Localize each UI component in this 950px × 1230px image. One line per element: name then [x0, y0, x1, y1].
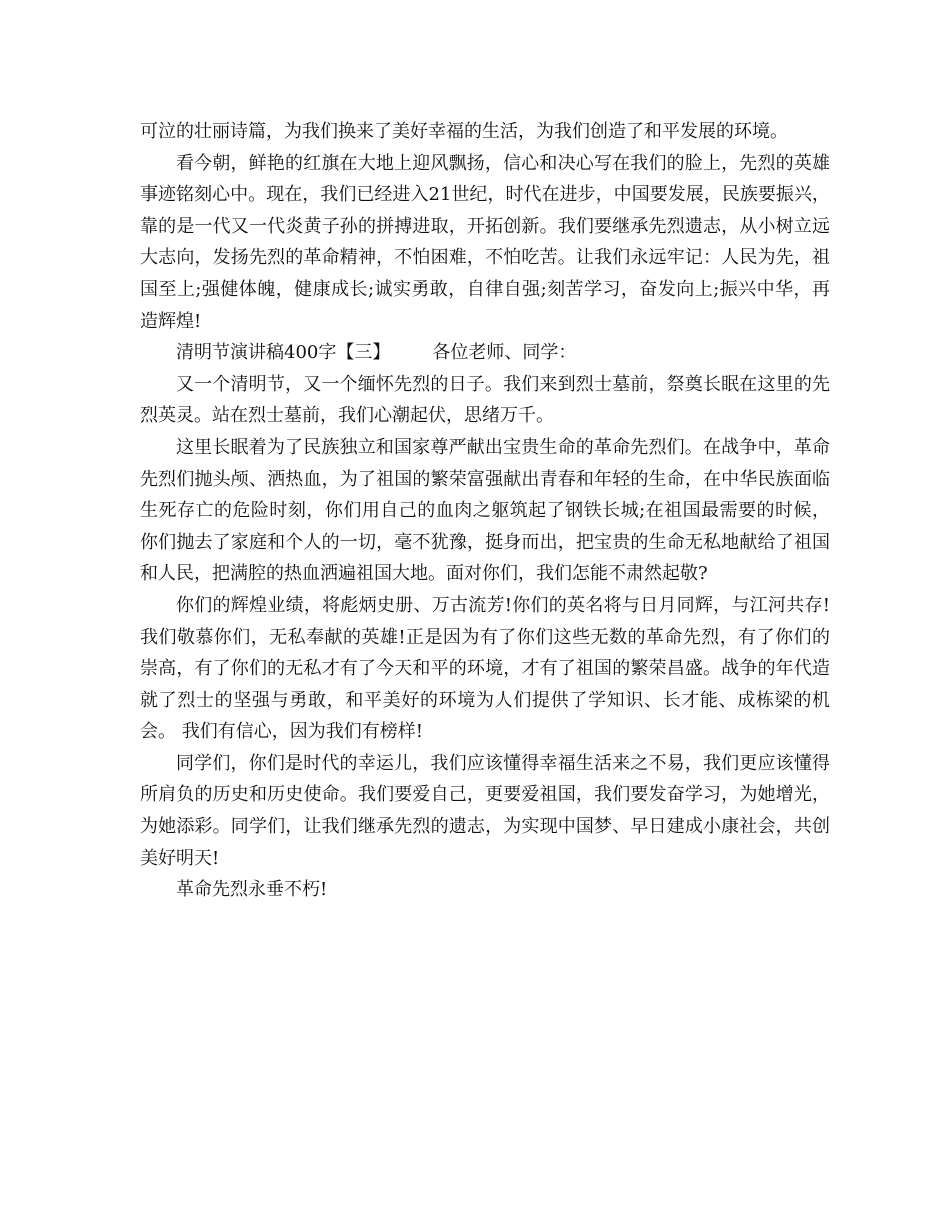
document-body [140, 116, 830, 906]
speech-greeting: 各位老师、同学： [432, 342, 577, 364]
paragraph-martyrs: 这里长眠着为了民族独立和国家尊严献出宝贵生命的革命先烈们。在战争中，革命先烈们抛头颅、洒热血，为了祖国的繁荣富强献出青春和年轻的生命，在中华民族面临生死存亡的危险时刻，你们用自己的血肉之躯筑起了钢铁长城;在祖国最需要的时候，你们抛去了家庭和个人的一切，毫不犹豫，挺身而出，把宝贵的生命无私地献给了祖国和人民，把满腔的热血洒遍祖国大地。面对你们，我们怎能不肃然起敬? [140, 436, 830, 585]
paragraph-closing: 革命先烈永垂不朽! [176, 879, 328, 901]
paragraph-look-today: 看今朝，鲜艳的红旗在大地上迎风飘扬，信心和决心写在我们的脸上，先烈的英雄事迹铭刻心中。现在，我们已经进入21世纪，时代在进步，中国要发展，民族要振兴，靠的是一代又一代炎黄子孙的拼搏进取，开拓创新。我们要继承先烈遗志，从小树立远大志向，发扬先烈的革命精神，不怕困难，不怕吃苦。让我们永远牢记：人民为先，祖国至上;强健体魄，健康成长;诚实勇敢，自律自强;刻苦学习，奋发向上;振兴中华，再造辉煌! [140, 152, 830, 332]
speech-heading-line [140, 337, 830, 369]
speech-title: 清明节演讲稿400字【三】 [176, 342, 391, 364]
paragraph-continuation: 可泣的壮丽诗篇，为我们换来了美好幸福的生活，为我们创造了和平发展的环境。 [140, 121, 788, 142]
paragraph-achievements: 你们的辉煌业绩，将彪炳史册、万古流芳!你们的英名将与日月同辉，与江河共存!我们敬慕你们，无私奉献的英雄!正是因为有了你们这些无数的革命先烈，有了你们的崇高，有了你们的无私才有了今天和平的环境，才有了祖国的繁荣昌盛。战争的年代造就了烈士的坚强与勇敢，和平美好的环境为人们提供了学知识、长才能、成栋梁的机会。 我们有信心，因为我们有榜样! [140, 594, 830, 743]
paragraph-students: 同学们，你们是时代的幸运儿，我们应该懂得幸福生活来之不易，我们更应该懂得所肩负的历史和历史使命。我们要爱自己，更要爱祖国，我们要发奋学习，为她增光，为她添彩。同学们，让我们继承先烈的遗志，为实现中国梦、早日建成小康社会，共创美好明天! [140, 752, 830, 869]
paragraph-qingming: 又一个清明节，又一个缅怀先烈的日子。我们来到烈士墓前，祭奠长眠在这里的先烈英灵。站在烈士墓前，我们心潮起伏，思绪万千。 [140, 373, 830, 427]
